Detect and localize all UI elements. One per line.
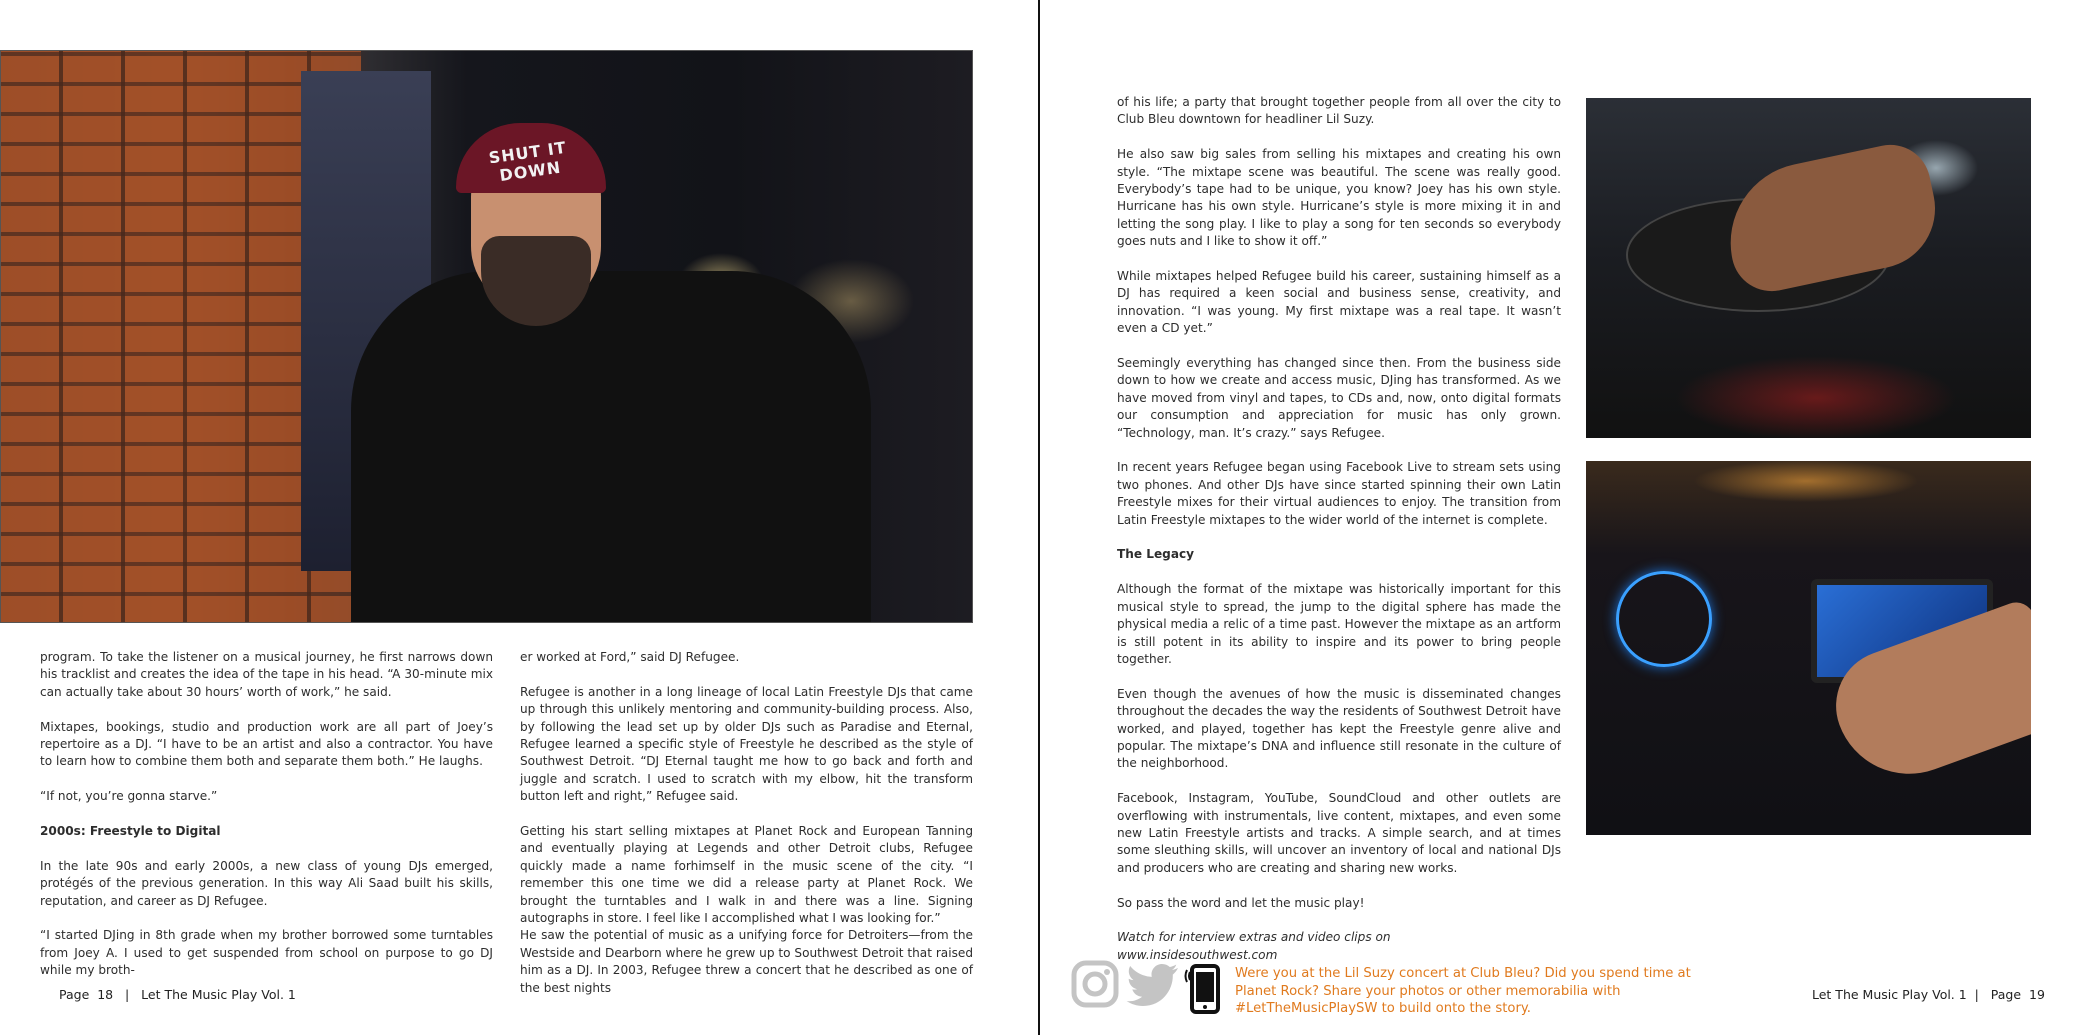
- paragraph: He saw the potential of music as a unifying force for Detroiters—from the Westside and Dearborn where he grew up to Southwest Detroit that raised him as a DJ. In 2003, Refugee threw a concert that he described as one of the best nights: [520, 928, 973, 995]
- paragraph: er worked at Ford,” said DJ Refugee.: [520, 650, 740, 664]
- right-page-footer: Let The Music Play Vol. 1 | Page 19: [1812, 987, 2045, 1002]
- dj-turntable-photo: [1586, 98, 2031, 438]
- phone-icon: [1184, 960, 1224, 1016]
- paragraph: Facebook, Instagram, YouTube, SoundCloud and other outlets are overflowing with instrumentals, live content, mixtapes, and even some new Latin Freestyle artists and tracks. A simple search, and at times some sleuthing skills, will uncover an inventory of local and national DJs and producers who are creating and sharing new works.: [1117, 791, 1561, 875]
- dj-hand: [1716, 137, 1946, 298]
- paragraph: Getting his start selling mixtapes at Planet Rock and European Tanning and eventually playing at Legends and other Detroit clubs, Refugee quickly made a name forhimself in the music scene of the city. “I remember this one time we did a release party at Planet Rock. We brought the turntables and I walk in and there was a line. Signing autographs in store. I feel like I accomplished what I was looking for.”: [520, 824, 973, 926]
- paragraph: of his life; a party that brought together people from all over the city to Club Bleu downtown for headliner Lil Suzy.: [1117, 95, 1561, 127]
- section-heading: 2000s: Freestyle to Digital: [40, 824, 221, 839]
- website-link[interactable]: www.insidesouthwest.com: [1117, 947, 1278, 962]
- cap-lettering: SHUT IT DOWN: [487, 137, 568, 186]
- paragraph: Although the format of the mixtape was historically important for this musical style to spread, the jump to the digital sphere has made the physical media a relic of a time past. However the mixtape as an artform is still potent in its ability to inspire and its power to bring people together.: [1117, 582, 1561, 666]
- twitter-icon[interactable]: [1126, 960, 1180, 1008]
- dashboard-gauge: [1616, 571, 1712, 667]
- paragraph: In recent years Refugee began using Facebook Live to stream sets using two phones. And other DJs have since started spinning their own Latin Freestyle mixes for their virtual audiences to enjoy. The transition from Latin Freestyle mixtapes to the wider world of the internet is complete.: [1117, 460, 1561, 527]
- instagram-icon[interactable]: [1071, 960, 1119, 1008]
- section-heading: The Legacy: [1117, 547, 1195, 562]
- car-dashboard-photo: [1586, 461, 2031, 835]
- paragraph: While mixtapes helped Refugee build his career, sustaining himself as a DJ has required a keen social and business sense, creativity, and innovation. “I was young. My first mixtape was a real tape. It wasn’t even a CD yet.”: [1117, 269, 1561, 336]
- paragraph: Mixtapes, bookings, studio and production work are all part of Joey’s repertoire as a DJ. “I have to be an artist and also a contractor. You have to learn how to combine them both and separate them both.” He laughs.: [40, 719, 493, 769]
- paragraph: So pass the word and let the music play!: [1117, 895, 1365, 910]
- paragraph: Seemingly everything has changed since then. From the business side down to how we create and access music, DJing has transformed. As we have moved from vinyl and tapes, to CDs and, now, onto digital formats our consumption and appreciation for music has only grown. “Technology, man. It’s crazy.” says Refugee.: [1117, 356, 1561, 440]
- watch-note-line: Watch for interview extras and video clips on: [1117, 930, 1391, 945]
- paragraph: Even though the avenues of how the music is disseminated changes throughout the decades the way the residents of Southwest Detroit have worked, and played, together has kept the Freestyle genre alive and popular. The mixtape’s DNA and influence still resonate in the culture of the neighborhood.: [1117, 686, 1561, 771]
- paragraph: Refugee is another in a long lineage of local Latin Freestyle DJs that came up through this unlikely mentoring and community-building process. Also, by following the lead set up by older DJs such as Paradise and Eternal, Refugee learned a specific style of Freestyle he described as the style of Southwest Detroit. “DJ Eternal taught me how to go back and forth and juggle and scratch. I used to scratch with my elbow, hit the transform button left and right,” Refugee said.: [520, 684, 973, 804]
- watch-note: [1117, 929, 1561, 964]
- right-column: [1117, 94, 1561, 964]
- paragraph: He also saw big sales from selling his mixtapes and creating his own style. “The mixtape scene was beautiful. The scene was really good. Everybody’s tape had to be unique, you know? Joey has his own style. Hurricane has his own style. Hurricane’s style is more mixing it in and letting the song play. I like to play a song for ten seconds so everybody goes nuts and I like to show it off.”: [1117, 147, 1561, 249]
- paragraph: “If not, you’re gonna starve.”: [40, 789, 218, 804]
- paragraph: In the late 90s and early 2000s, a new class of young DJs emerged, protégés of the previous generation. In this way Ali Saad built his skills, reputation, and career as DJ Refugee.: [40, 858, 493, 908]
- call-to-action-text: Were you at the Lil Suzy concert at Club Bleu? Did you spend time at Planet Rock? Share your photos or other memorabilia with #LetTheMusicPlaySW to build onto the story.: [1235, 966, 1691, 1016]
- paragraph: program. To take the listener on a musical journey, he first narrows down his tracklist and creates the idea of the tape in his head. “A 30-minute mix can actually take about 30 hours’ worth of work,” he said.: [40, 650, 493, 699]
- left-page-footer: Page 18 | Let The Music Play Vol. 1: [59, 987, 296, 1002]
- paragraph: “I started DJing in 8th grade when my brother borrowed some turntables from Joey A. I used to get suspended from school on purpose to go DJ while my broth-: [40, 928, 493, 978]
